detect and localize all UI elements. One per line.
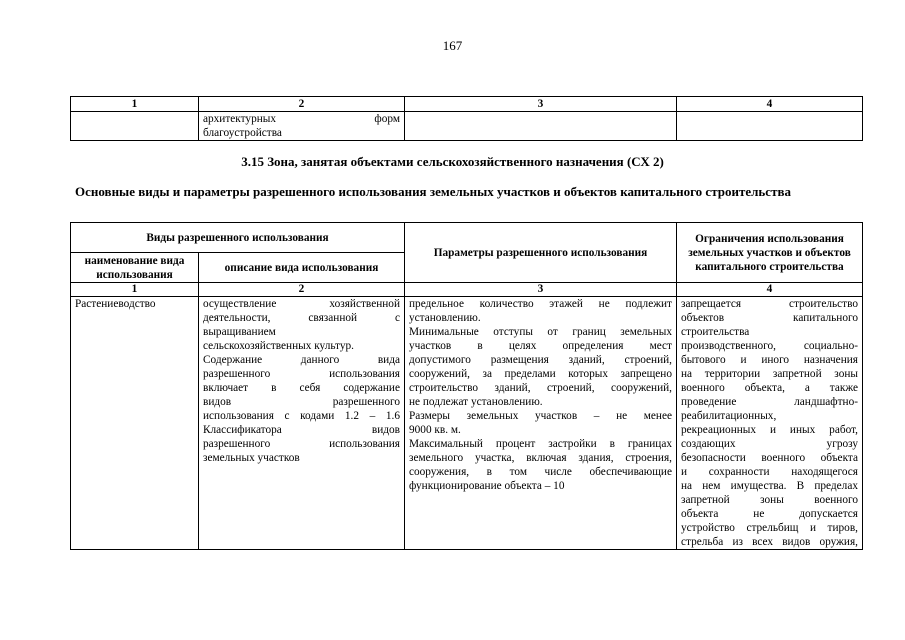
text-line: бытового и иного назначения xyxy=(681,354,858,366)
cell-empty xyxy=(71,112,199,141)
continuation-table xyxy=(70,96,863,141)
cell-empty xyxy=(677,112,863,141)
zoning-table xyxy=(70,222,863,550)
text-line: Минимальные отступы от границ земельных xyxy=(409,326,672,338)
text-line: и сохранности находящегося xyxy=(681,466,858,478)
text-line: устройство стрельбищ и тиров, xyxy=(681,522,858,534)
text-line: использования с кодами 1.2 – 1.6 xyxy=(203,410,400,422)
cell-usage-description xyxy=(199,297,405,550)
subheading: Основные виды и параметры разрешенного использования земельных участков и объектов капитального строительства xyxy=(75,184,791,199)
text-line: выращиванием xyxy=(203,326,276,338)
header-limitations: Ограничения использования земельных участков и объектов капитального строительства xyxy=(677,223,863,283)
text-line: установлению. xyxy=(409,312,481,324)
text-line: объекта не допускается xyxy=(681,508,858,520)
text-line: сооружения, в том числе обеспечивающие xyxy=(409,466,672,478)
cell-limitations xyxy=(677,297,863,550)
section-title: 3.15 Зона, занятая объектами сельскохозяйственного назначения (СХ 2) xyxy=(241,154,664,169)
text-line: земельных участков xyxy=(203,452,300,464)
column-number-1: 1 xyxy=(71,97,199,112)
header-parameters: Параметры разрешенного использования xyxy=(405,223,677,283)
text-line: Размеры земельных участков – не менее xyxy=(409,410,672,422)
table-row xyxy=(71,297,863,550)
column-number-4: 4 xyxy=(677,283,863,297)
text-line: архитектурных форм xyxy=(203,113,400,125)
text-line: включает в себя содержание xyxy=(203,382,400,394)
column-number-3: 3 xyxy=(405,283,677,297)
text-line: на нем имущества. В пределах xyxy=(681,480,858,492)
cell-usage-name: Растениеводство xyxy=(71,297,199,550)
header-row-1 xyxy=(71,223,863,253)
text-line: сельскохозяйственных культур. xyxy=(203,340,354,352)
cell-description xyxy=(199,112,405,141)
text-line: функционирование объекта – 10 xyxy=(409,480,565,492)
text-line: военного объекта, а также xyxy=(681,382,858,394)
column-number-2: 2 xyxy=(199,97,405,112)
text-line: не подлежат установлению. xyxy=(409,396,543,408)
text-line: реабилитационных, xyxy=(681,410,777,422)
text-line: создающих угрозу xyxy=(681,438,858,450)
column-number-3: 3 xyxy=(405,97,677,112)
text-line: рекреационных и иных работ, xyxy=(681,424,858,436)
text-line: участков в целях определения мест xyxy=(409,340,672,352)
header-usage-types: Виды разрешенного использования xyxy=(71,223,405,253)
text-line: Максимальный процент застройки в границах xyxy=(409,438,672,450)
cell-parameters xyxy=(405,297,677,550)
text-line: безопасности военного объекта xyxy=(681,452,858,464)
text-line: строительства xyxy=(681,326,750,338)
text-line: разрешенного использования xyxy=(203,368,400,380)
text-line: допустимого размещения зданий, строений, xyxy=(409,354,672,366)
text-line: запрещается строительство xyxy=(681,298,858,310)
cell-empty xyxy=(405,112,677,141)
text-line: предельное количество этажей не подлежит xyxy=(409,298,672,310)
column-number-row xyxy=(71,97,863,112)
text-line: стрельба из всех видов оружия, xyxy=(681,536,858,548)
text-line: земельного участка, включая здания, строения, xyxy=(409,452,672,464)
text-line: видов разрешенного xyxy=(203,396,400,408)
text-line: благоустройства xyxy=(203,127,282,139)
column-number-2: 2 xyxy=(199,283,405,297)
table-row xyxy=(71,112,863,141)
text-line: сооружений, за пределами которых запрещено xyxy=(409,368,672,380)
text-line: осуществление хозяйственной xyxy=(203,298,400,310)
text-line: объектов капитального xyxy=(681,312,858,324)
header-usage-description: описание вида использования xyxy=(199,253,405,283)
column-number-4: 4 xyxy=(677,97,863,112)
column-number-1: 1 xyxy=(71,283,199,297)
text-line: строительство зданий, строений, сооружений, xyxy=(409,382,672,394)
header-usage-name: наименование вида использования xyxy=(71,253,199,283)
text-line: разрешенного использования xyxy=(203,438,400,450)
text-line: Классификатора видов xyxy=(203,424,400,436)
text-line: производственного, социально- xyxy=(681,340,858,352)
text-line: деятельности, связанной с xyxy=(203,312,400,324)
column-number-row xyxy=(71,283,863,297)
text-line: проведение ландшафтно- xyxy=(681,396,858,408)
text-line: запретной зоны военного xyxy=(681,494,858,506)
text-line: Содержание данного вида xyxy=(203,354,400,366)
page-number: 167 xyxy=(442,38,463,53)
text-line: на территории запретной зоны xyxy=(681,368,858,380)
text-line: 9000 кв. м. xyxy=(409,424,461,436)
